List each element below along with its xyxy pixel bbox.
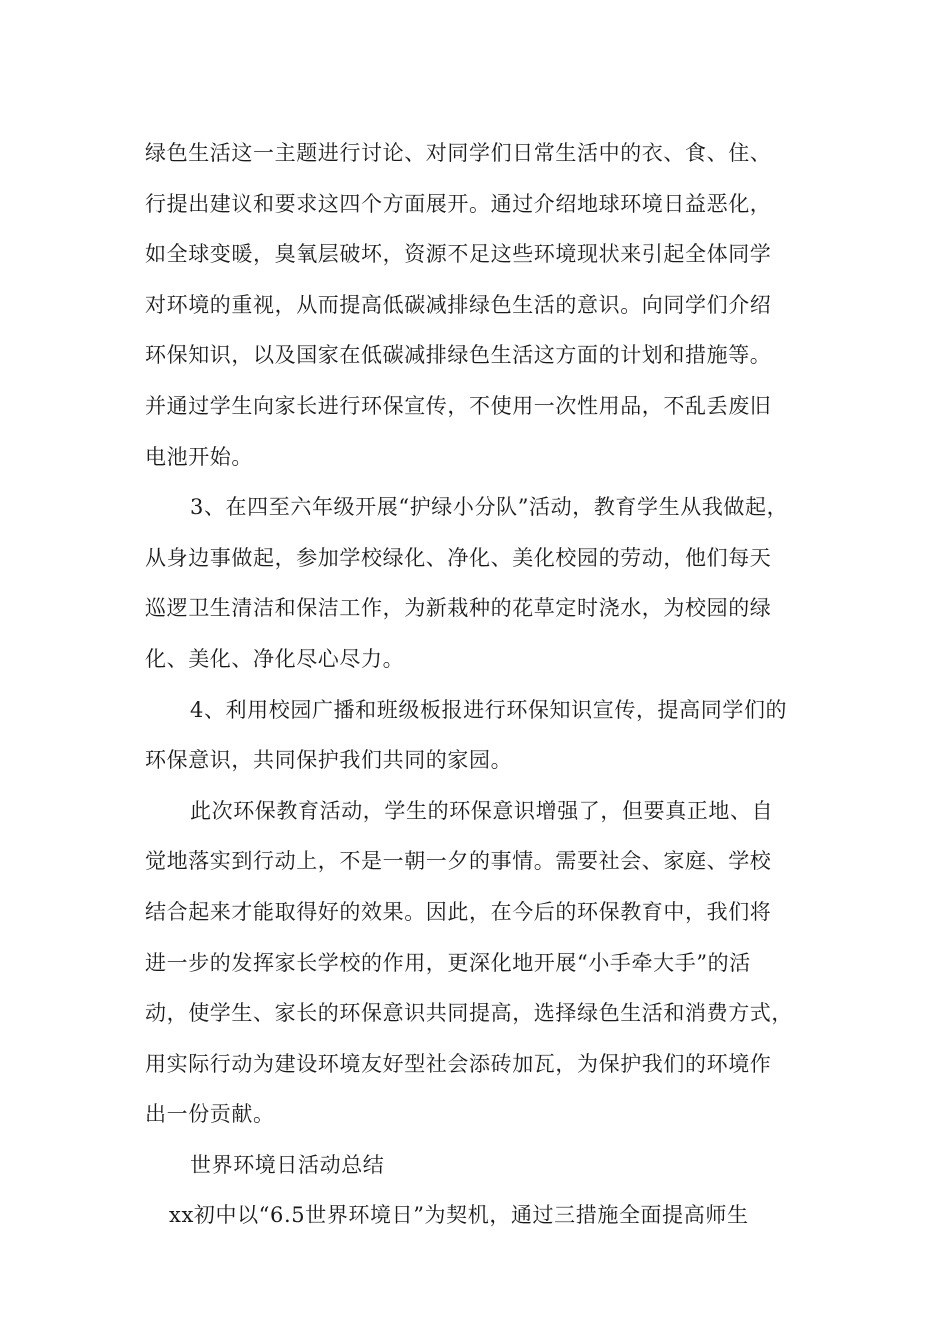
text-line: 如全球变暖，臭氧层破坏，资源不足这些环境现状来引起全体同学: [145, 242, 772, 267]
text-line: 环保知识，以及国家在低碳减排绿色生活这方面的计划和措施等。: [145, 343, 772, 368]
paragraph-start-line: 3、在四至六年级开展“护绿小分队”活动，教育学生从我做起，: [190, 495, 789, 520]
text-line: 结合起来才能取得好的效果。因此，在今后的环保教育中，我们将: [145, 899, 772, 924]
text-line: 电池开始。: [145, 444, 253, 469]
paragraph-start-line: 4、利用校园广播和班级板报进行环保知识宣传，提高同学们的: [190, 697, 788, 722]
text-line: 动，使学生、家长的环保意识共同提高，选择绿色生活和消费方式，: [145, 1001, 793, 1026]
text-line: 行提出建议和要求这四个方面展开。通过介绍地球环境日益恶化，: [145, 191, 772, 216]
text-line: 并通过学生向家长进行环保宣传，不使用一次性用品，不乱丢废旧: [145, 393, 772, 418]
document-body: [145, 128, 835, 1241]
text-line: 对环境的重视，从而提高低碳减排绿色生活的意识。向同学们介绍: [145, 292, 772, 317]
text-line: 从身边事做起，参加学校绿化、净化、美化校园的劳动，他们每天: [145, 545, 772, 570]
text-line: 进一步的发挥家长学校的作用，更深化地开展“小手牵大手”的活: [145, 950, 751, 975]
text-line: 出一份贡献。: [145, 1102, 275, 1127]
text-line: 巡逻卫生清洁和保洁工作，为新栽种的花草定时浇水，为校园的绿: [145, 596, 772, 621]
paragraph-start-line: 此次环保教育活动，学生的环保意识增强了，但要真正地、自: [190, 798, 774, 823]
text-line: 用实际行动为建设环境友好型社会添砖加瓦，为保护我们的环境作: [145, 1051, 772, 1076]
text-line: 绿色生活这一主题进行讨论、对同学们日常生活中的衣、食、住、: [145, 141, 772, 165]
paragraph-start-line: xx初中以“6.5世界环境日”为契机，通过三措施全面提高师生: [169, 1203, 749, 1228]
text-line: 化、美化、净化尽心尽力。: [145, 646, 405, 671]
section-title: 世界环境日活动总结: [190, 1152, 385, 1177]
text-line: 环保意识，共同保护我们共同的家园。: [145, 748, 513, 773]
text-line: 觉地落实到行动上，不是一朝一夕的事情。需要社会、家庭、学校: [145, 849, 772, 874]
